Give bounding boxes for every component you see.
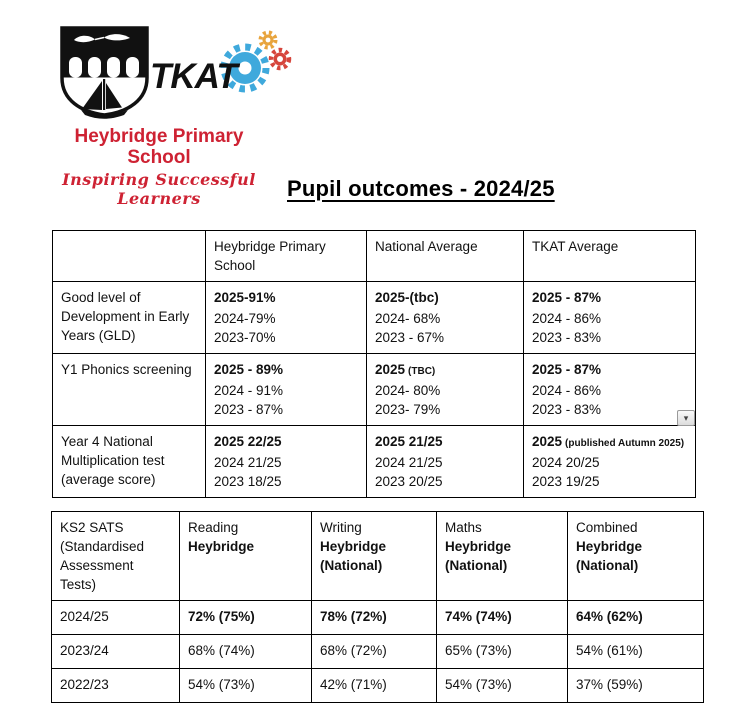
value-line: 2024- 68%	[375, 311, 441, 326]
value-line: 2024 20/25	[532, 455, 600, 470]
value-line: 2024- 80%	[375, 383, 441, 398]
subject-label: Maths	[445, 520, 482, 535]
maths-value: 65% (73%)	[437, 635, 568, 669]
year-label: 2024/25	[52, 601, 180, 635]
col-header-heybridge: Heybridge Primary School	[206, 231, 367, 282]
gld-heybridge-cell	[206, 282, 367, 354]
cohort-label: Heybridge (National)	[320, 539, 387, 573]
subject-label: Writing	[320, 520, 362, 535]
corner-cell	[53, 231, 206, 282]
gear-icon-yellow	[261, 33, 276, 48]
value-line: 2025 22/25	[214, 434, 282, 449]
value-line: 2024-79%	[214, 311, 276, 326]
writing-value: 68% (72%)	[312, 635, 437, 669]
value-line: 2024 - 86%	[532, 311, 602, 326]
value-line: 2025 21/25	[375, 434, 443, 449]
subject-label: Combined	[576, 520, 638, 535]
reading-value: 54% (73%)	[180, 669, 312, 703]
row-label: Good level of Development in Early Years (GLD)	[53, 282, 206, 354]
col-header-national: National Average	[367, 231, 524, 282]
table-row-gld	[53, 282, 696, 354]
value-line: 2023 - 67%	[375, 330, 445, 345]
tkat-wordmark: TKAT	[150, 57, 237, 96]
value-line: 2023 20/25	[375, 474, 443, 489]
cell-dropdown-button[interactable]	[677, 410, 695, 426]
value-line: 2024 21/25	[214, 455, 282, 470]
value-line: 2024 - 91%	[214, 383, 284, 398]
maths-value: 54% (73%)	[437, 669, 568, 703]
gear-icon-red	[271, 50, 289, 68]
cohort-label: Heybridge	[188, 539, 255, 554]
writing-value: 78% (72%)	[312, 601, 437, 635]
outcomes-header-row	[53, 231, 696, 282]
value-line: 2023 - 83%	[532, 330, 602, 345]
col-header-tkat: TKAT Average	[524, 231, 696, 282]
page-title: Pupil outcomes - 2024/25	[287, 176, 555, 201]
school-crest-shield	[62, 28, 147, 119]
value-line: 2024 - 86%	[532, 383, 602, 398]
chevron-down-icon: ▾	[683, 412, 689, 423]
year-label: 2022/23	[52, 669, 180, 703]
mult-national-cell	[367, 426, 524, 498]
value-line: 2025	[375, 362, 406, 377]
sats-row-2022-23	[52, 669, 704, 703]
value-line: 2023 - 87%	[214, 402, 284, 417]
value-line: 2023 18/25	[214, 474, 282, 489]
col-header-combined	[568, 512, 704, 601]
value-line: 2023 19/25	[532, 474, 600, 489]
subject-label: Reading	[188, 520, 239, 535]
row-label: Year 4 National Multiplication test (average score)	[53, 426, 206, 498]
value-line: 2025-91%	[214, 290, 276, 305]
phonics-heybridge-cell	[206, 354, 367, 426]
combined-value: 54% (61%)	[568, 635, 704, 669]
value-note: (TBC)	[408, 366, 436, 377]
ks2-sats-table	[51, 511, 704, 703]
mult-tkat-cell	[524, 426, 696, 498]
table-row-phonics	[53, 354, 696, 426]
combined-value: 37% (59%)	[568, 669, 704, 703]
col-header-maths	[437, 512, 568, 601]
school-tagline: Inspiring Successful Learners	[62, 170, 256, 208]
school-name: Heybridge Primary School	[74, 126, 244, 168]
maths-value: 74% (74%)	[437, 601, 568, 635]
phonics-tkat-cell	[524, 354, 696, 426]
value-line: 2023-70%	[214, 330, 276, 345]
outcomes-table	[52, 230, 696, 498]
year-label: 2023/24	[52, 635, 180, 669]
mult-heybridge-cell	[206, 426, 367, 498]
value-line: 2023- 79%	[375, 402, 441, 417]
combined-value: 64% (62%)	[568, 601, 704, 635]
sats-corner-header: KS2 SATS (Standardised Assessment Tests)	[52, 512, 180, 601]
table-row-multiplication	[53, 426, 696, 498]
value-line: 2025 - 87%	[532, 362, 602, 377]
col-header-reading	[180, 512, 312, 601]
tkat-crest-logo	[58, 24, 298, 120]
cohort-label: Heybridge (National)	[445, 539, 512, 573]
value-line: 2025 - 87%	[532, 290, 602, 305]
phonics-national-cell	[367, 354, 524, 426]
value-line: 2024 21/25	[375, 455, 443, 470]
reading-value: 72% (75%)	[180, 601, 312, 635]
sats-header-row	[52, 512, 704, 601]
value-note: (published Autumn 2025)	[565, 438, 685, 449]
col-header-writing	[312, 512, 437, 601]
cohort-label: Heybridge (National)	[576, 539, 643, 573]
value-line: 2025	[532, 434, 563, 449]
sats-row-2024-25	[52, 601, 704, 635]
value-line: 2025 - 89%	[214, 362, 284, 377]
value-line: 2025-(tbc)	[375, 290, 439, 305]
writing-value: 42% (71%)	[312, 669, 437, 703]
gld-tkat-cell	[524, 282, 696, 354]
sats-row-2023-24	[52, 635, 704, 669]
gld-national-cell	[367, 282, 524, 354]
reading-value: 68% (74%)	[180, 635, 312, 669]
value-line: 2023 - 83%	[532, 402, 602, 417]
row-label: Y1 Phonics screening	[53, 354, 206, 426]
